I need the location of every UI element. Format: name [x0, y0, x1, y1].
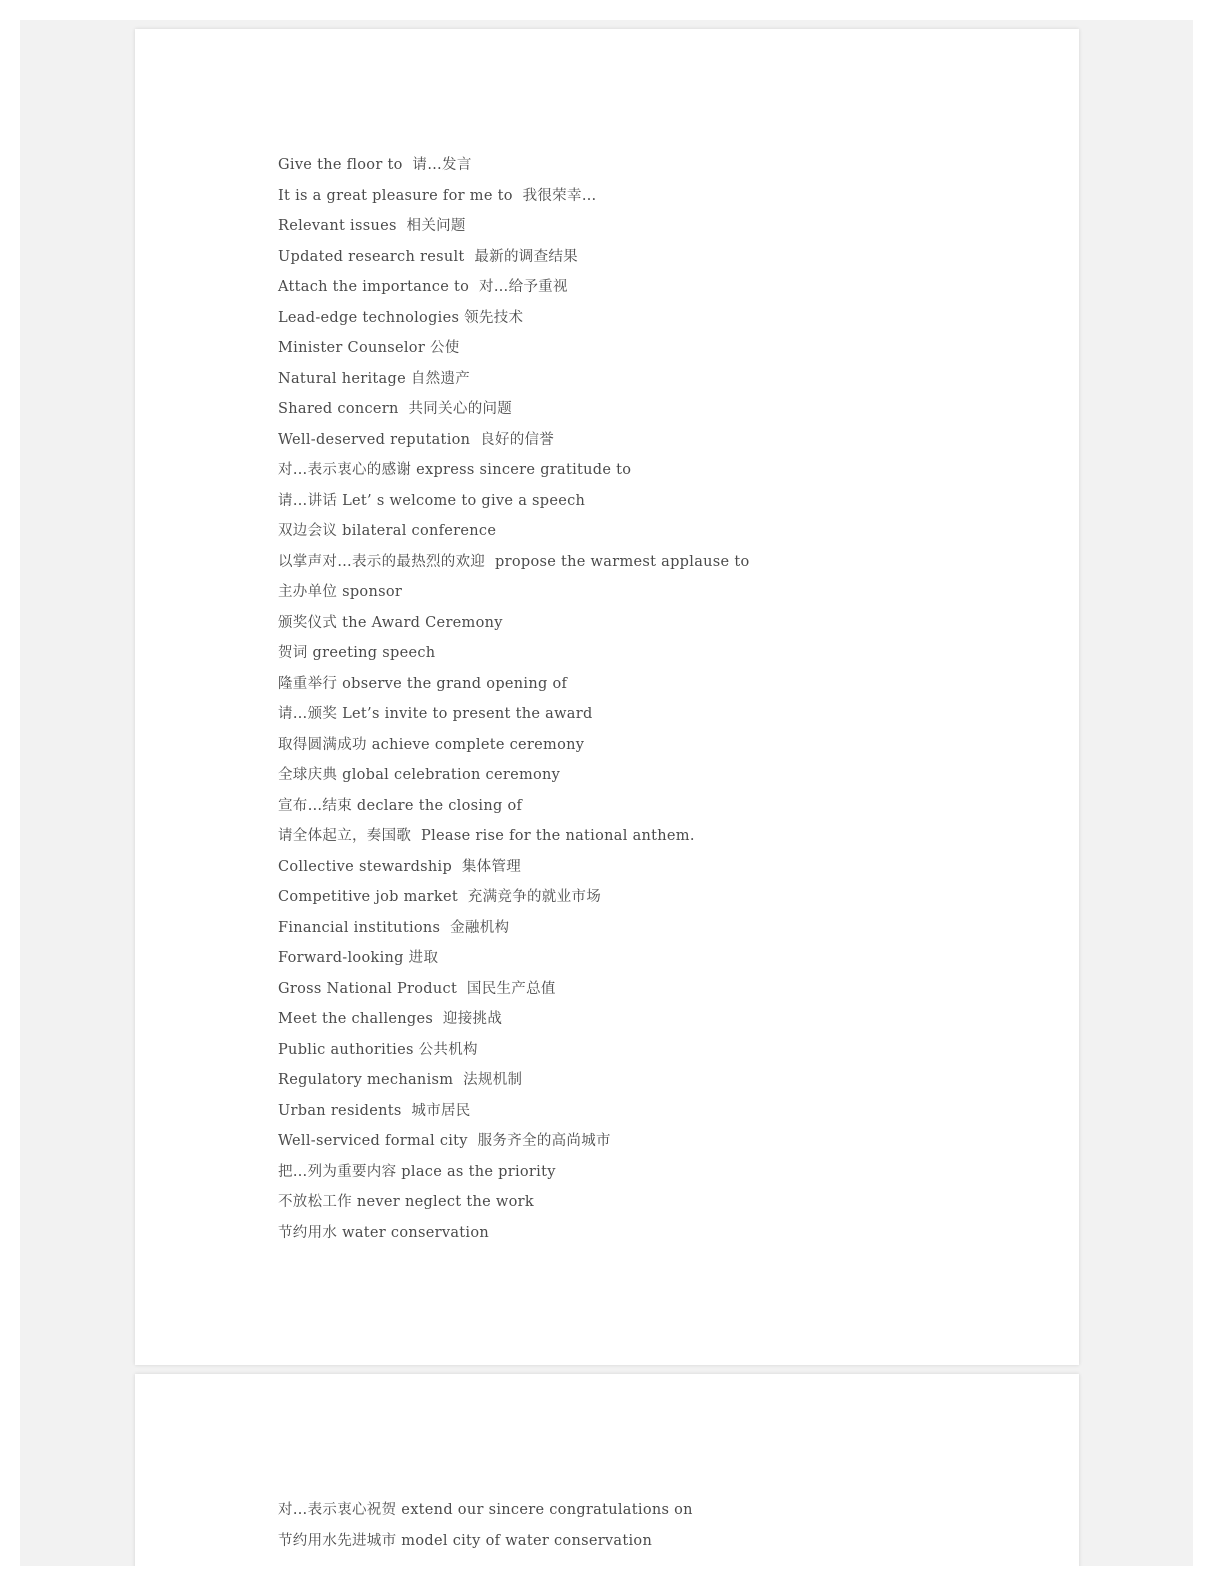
- document-viewer[interactable]: [20, 20, 1193, 1566]
- phrase-line: 双边会议 bilateral conference: [278, 523, 497, 539]
- phrase-line: Attach the importance to 对…给予重视: [278, 279, 568, 295]
- phrase-line: Urban residents 城市居民: [278, 1102, 471, 1119]
- phrase-line: Gross National Product 国民生产总值: [278, 980, 556, 997]
- phrase-line: Financial institutions 金融机构: [278, 919, 510, 936]
- phrase-line: 请全体起立，奏国歌 Please rise for the national anthem.: [278, 828, 695, 844]
- phrase-line: 请…颁奖 Let’s invite to present the award: [278, 706, 593, 722]
- phrase-line: Regulatory mechanism 法规机制: [278, 1072, 523, 1088]
- phrase-line: Shared concern 共同关心的问题: [278, 401, 513, 417]
- phrase-line: 请…讲话 Let’ s welcome to give a speech: [278, 492, 586, 509]
- phrase-line: 隆重举行 observe the grand opening of: [278, 675, 568, 692]
- page-1: [135, 29, 1079, 1365]
- phrase-line: Relevant issues 相关问题: [278, 218, 466, 234]
- phrase-line: Natural heritage 自然遗产: [278, 370, 471, 387]
- phrase-line: Lead-edge technologies 领先技术: [278, 309, 524, 326]
- page-2: [135, 1374, 1079, 1566]
- phrase-line: Forward-looking 进取: [278, 950, 439, 966]
- phrase-line: Public authorities 公共机构: [278, 1041, 478, 1058]
- phrase-line: 全球庆典 global celebration ceremony: [278, 767, 561, 783]
- phrase-line: 以掌声对…表示的最热烈的欢迎 propose the warmest applause to: [278, 553, 750, 570]
- phrase-line: 节约用水先进城市 model city of water conservation: [278, 1532, 653, 1549]
- phrase-line: 对…表示衷心的感谢 express sincere gratitude to: [278, 462, 632, 478]
- phrase-line: 贺词 greeting speech: [278, 645, 436, 661]
- phrase-line: Competitive job market 充满竞争的就业市场: [278, 889, 602, 905]
- phrase-line: 取得圆满成功 achieve complete ceremony: [278, 736, 585, 753]
- phrase-line: 不放松工作 never neglect the work: [278, 1194, 534, 1210]
- phrase-line: 节约用水 water conservation: [278, 1224, 490, 1241]
- phrase-line: 宣布…结束 declare the closing of: [278, 797, 523, 814]
- phrase-line: 对…表示衷心祝贺 extend our sincere congratulations on: [278, 1502, 693, 1518]
- phrase-line: Collective stewardship 集体管理: [278, 858, 522, 875]
- phrase-line: Minister Counselor 公使: [278, 340, 460, 356]
- phrase-line: 颁奖仪式 the Award Ceremony: [278, 614, 503, 631]
- phrase-line: Updated research result 最新的调查结果: [278, 248, 578, 265]
- phrase-line: Give the floor to 请…发言: [278, 157, 472, 173]
- phrase-list: [278, 150, 749, 1248]
- phrase-line: 把…列为重要内容 place as the priority: [278, 1163, 556, 1180]
- phrase-line: Meet the challenges 迎接挑战: [278, 1011, 503, 1027]
- phrase-line: 主办单位 sponsor: [278, 584, 403, 600]
- phrase-list: [278, 1495, 693, 1556]
- phrase-line: Well-serviced formal city 服务齐全的高尚城市: [278, 1133, 611, 1149]
- phrase-line: Well-deserved reputation 良好的信誉: [278, 431, 555, 448]
- phrase-line: It is a great pleasure for me to 我很荣幸…: [278, 187, 597, 204]
